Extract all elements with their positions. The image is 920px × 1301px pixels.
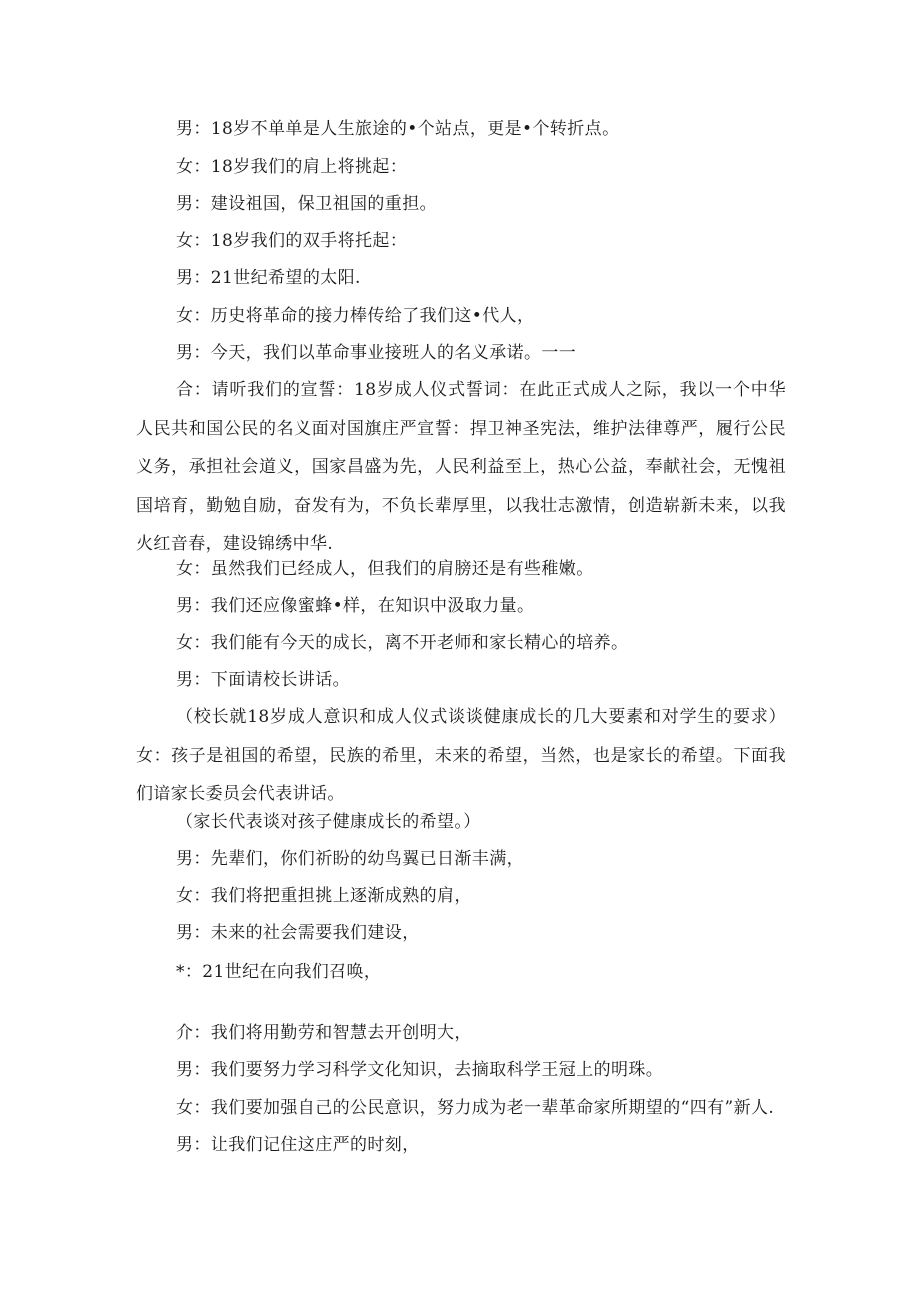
dialogue-line: （家长代表谈对孩子健康成长的希望。） <box>176 812 481 832</box>
dialogue-line: 女：18岁我们的双手将托起： <box>176 231 408 251</box>
dialogue-line: 男：21世纪希望的太阳. <box>176 268 361 288</box>
dialogue-line: 介：我们将用勤劳和智慧去开创明大， <box>176 1023 472 1043</box>
dialogue-line: 男：下面请校长讲话。 <box>176 670 350 690</box>
dialogue-line: 女：历史将革命的接力棒传给了我们这•代人， <box>176 306 535 326</box>
dialogue-line: 男：我们要努力学习科学文化知识，去摘取科学王冠上的明珠。 <box>176 1060 664 1080</box>
dialogue-line: 女：我们要加强自己的公民意识，努力成为老一辈革命家所期望的“四有”新人. <box>176 1098 775 1118</box>
dialogue-line: 女：我们将把重担挑上逐渐成熟的肩， <box>176 886 472 906</box>
oath-paragraph: 合：请听我们的宣誓：18岁成人仪式誓词：在此正式成人之际，我以一个中华人民共和国公民的名义面对国旗庄严宣誓：捍卫神圣宪法，维护法律尊严，履行公民义务，承担社会道义，国家昌盛为先，人民利益至上，热心公益，奉献社会，无愧祖国培育，勤勉自励，奋发有为，不负长辈厚里，以我壮志激情，创造崭新未来，以我火红音春，建设锦绣中华. <box>136 380 786 554</box>
principal-paragraph: （校长就18岁成人意识和成人仪式谈谈健康成长的几大要素和对学生的要求）女：孩子是祖国的希望，民族的希里，未来的希望，当然，也是家长的希望。下面我们谙家长委员会代表讲话。 <box>136 707 786 804</box>
dialogue-line: 男：建设祖国，保卫祖国的重担。 <box>176 194 437 214</box>
dialogue-line: 女：我们能有今天的成长，离不开老师和家长精心的培养。 <box>176 633 629 653</box>
dialogue-line: *：21世纪在向我们召唤， <box>176 962 382 982</box>
dialogue-line: 女：虽然我们已经成人，但我们的肩膀还是有些稚嫩。 <box>176 559 594 579</box>
dialogue-line: 男：我们还应像蜜蜂•样，在知识中汲取力量。 <box>176 596 535 616</box>
dialogue-line: 男：让我们记住这庄严的时刻， <box>176 1135 420 1155</box>
dialogue-line: 男：18岁不单单是人生旅途的•个站点，更是•个转折点。 <box>176 119 620 139</box>
dialogue-line: 男：先辈们，你们祈盼的幼鸟翼已日渐丰满， <box>176 849 524 869</box>
dialogue-line: 男：未来的社会需要我们建设， <box>176 923 420 943</box>
dialogue-line: 男：今天，我们以革命事业接班人的名义承诺。一一 <box>176 343 577 363</box>
dialogue-line: 女：18岁我们的肩上将挑起： <box>176 157 408 177</box>
